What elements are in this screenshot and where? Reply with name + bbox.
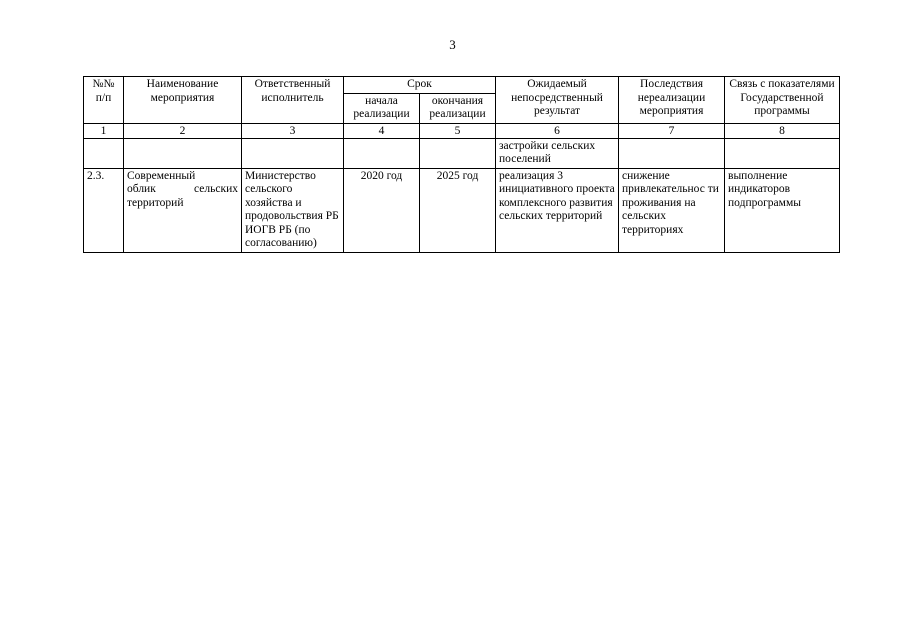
executor-iogv: ИОГВ РБ (по согласованию) [245,223,317,249]
continuation-row [84,138,840,168]
column-number: 4 [344,123,420,138]
activity-name-line: облик сельских [127,183,238,195]
column-number: 1 [84,123,124,138]
header-number: №№ п/п [84,77,124,124]
expected-result: реализация 3 инициативного проекта комплексного развития сельских территорий [496,168,619,252]
end-year: 2025 год [420,168,496,252]
activity-name-line: Современный [127,169,196,182]
executor-ministry: Министерство сельского хозяйства и продовольствия РБ [245,169,339,222]
start-year: 2020 год [344,168,420,252]
table-row-2-3 [84,168,840,252]
program-link: выполнение индикаторов подпрограммы [725,168,840,252]
column-numbers-row [84,123,840,138]
header-period: Срок [344,77,496,94]
page-number: 3 [449,37,456,52]
header-expected-result: Ожидаемый непосредственный результат [496,77,619,124]
activities-table [83,76,840,253]
column-number: 2 [124,123,242,138]
column-number: 8 [725,123,840,138]
activity-name-line: территорий [127,196,184,209]
table-cell [124,138,242,168]
column-number: 6 [496,123,619,138]
header-program-link: Связь с показателями Государственной программы [725,77,840,124]
table-cell [242,138,344,168]
table-cell [725,138,840,168]
table-cell [344,138,420,168]
column-number: 5 [420,123,496,138]
header-start: начала реализации [344,93,420,123]
table-cell [84,138,124,168]
consequences: снижение привлекательнос ти проживания на сельских территориях [619,168,725,252]
executor [242,168,344,252]
continued-result-cell: застройки сельских поселений [496,138,619,168]
table-cell [619,138,725,168]
row-number: 2.3. [84,168,124,252]
column-number: 7 [619,123,725,138]
header-end: окончания реализации [420,93,496,123]
table-cell [420,138,496,168]
header-activity-name: Наименование мероприятия [124,77,242,124]
activity-name [124,168,242,252]
header-consequences: Последствия нереализации мероприятия [619,77,725,124]
column-number: 3 [242,123,344,138]
header-executor: Ответственный исполнитель [242,77,344,124]
